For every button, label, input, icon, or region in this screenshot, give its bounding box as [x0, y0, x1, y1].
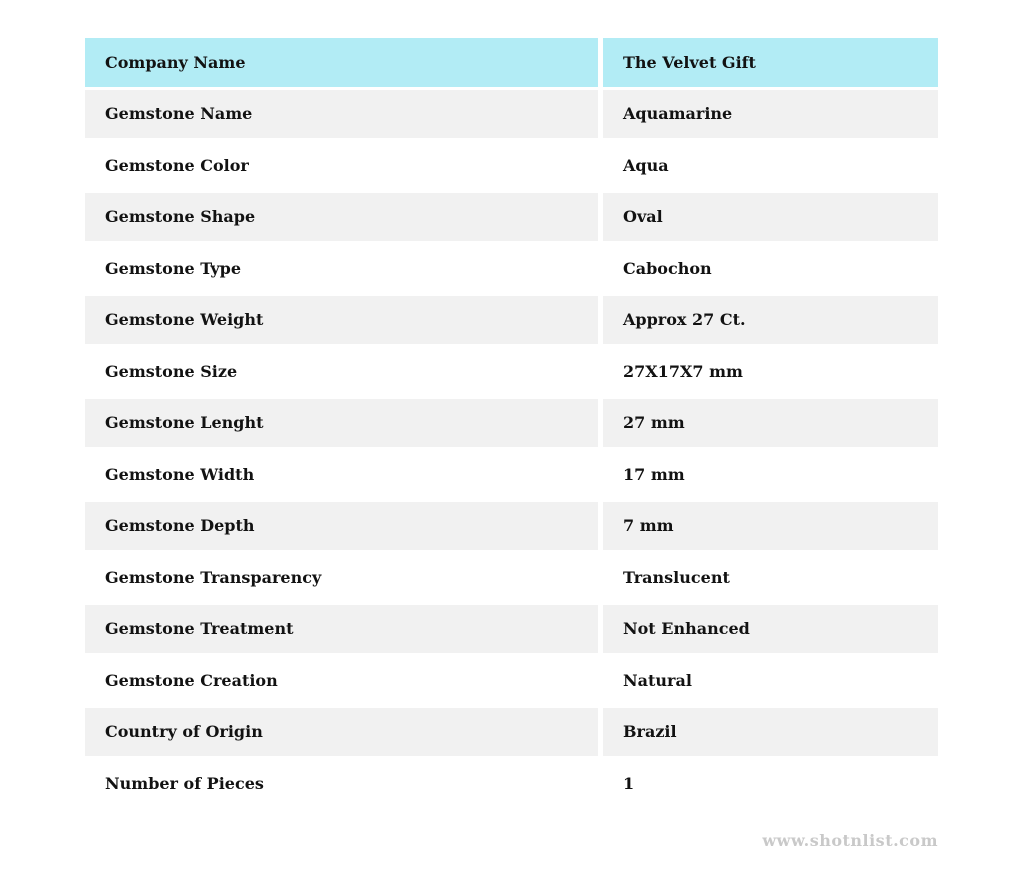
spec-value-gemstone-depth: 7 mm — [603, 502, 938, 551]
spec-value-gemstone-transparency: Translucent — [603, 553, 938, 602]
spec-value-gemstone-name: Aquamarine — [603, 90, 938, 139]
spec-value-gemstone-width: 17 mm — [603, 450, 938, 499]
spec-value-company-name: The Velvet Gift — [603, 38, 938, 87]
spec-label-company-name: Company Name — [85, 38, 598, 87]
spec-value-gemstone-creation: Natural — [603, 656, 938, 705]
spec-label-gemstone-transparency: Gemstone Transparency — [85, 553, 598, 602]
spec-label-gemstone-treatment: Gemstone Treatment — [85, 605, 598, 654]
spec-value-gemstone-color: Aqua — [603, 141, 938, 190]
spec-label-number-of-pieces: Number of Pieces — [85, 759, 598, 808]
watermark: www.shotnlist.com — [762, 831, 938, 850]
spec-value-gemstone-treatment: Not Enhanced — [603, 605, 938, 654]
spec-label-gemstone-shape: Gemstone Shape — [85, 193, 598, 242]
spec-value-gemstone-shape: Oval — [603, 193, 938, 242]
spec-label-gemstone-depth: Gemstone Depth — [85, 502, 598, 551]
spec-label-gemstone-creation: Gemstone Creation — [85, 656, 598, 705]
spec-label-gemstone-size: Gemstone Size — [85, 347, 598, 396]
spec-label-country-of-origin: Country of Origin — [85, 708, 598, 757]
spec-label-gemstone-lenght: Gemstone Lenght — [85, 399, 598, 448]
spec-value-country-of-origin: Brazil — [603, 708, 938, 757]
spec-value-gemstone-lenght: 27 mm — [603, 399, 938, 448]
gemstone-spec-table — [85, 38, 938, 808]
spec-value-gemstone-size: 27X17X7 mm — [603, 347, 938, 396]
spec-value-number-of-pieces: 1 — [603, 759, 938, 808]
spec-value-gemstone-weight: Approx 27 Ct. — [603, 296, 938, 345]
spec-label-gemstone-color: Gemstone Color — [85, 141, 598, 190]
spec-label-gemstone-type: Gemstone Type — [85, 244, 598, 293]
spec-label-gemstone-width: Gemstone Width — [85, 450, 598, 499]
spec-label-gemstone-weight: Gemstone Weight — [85, 296, 598, 345]
spec-value-gemstone-type: Cabochon — [603, 244, 938, 293]
spec-label-gemstone-name: Gemstone Name — [85, 90, 598, 139]
